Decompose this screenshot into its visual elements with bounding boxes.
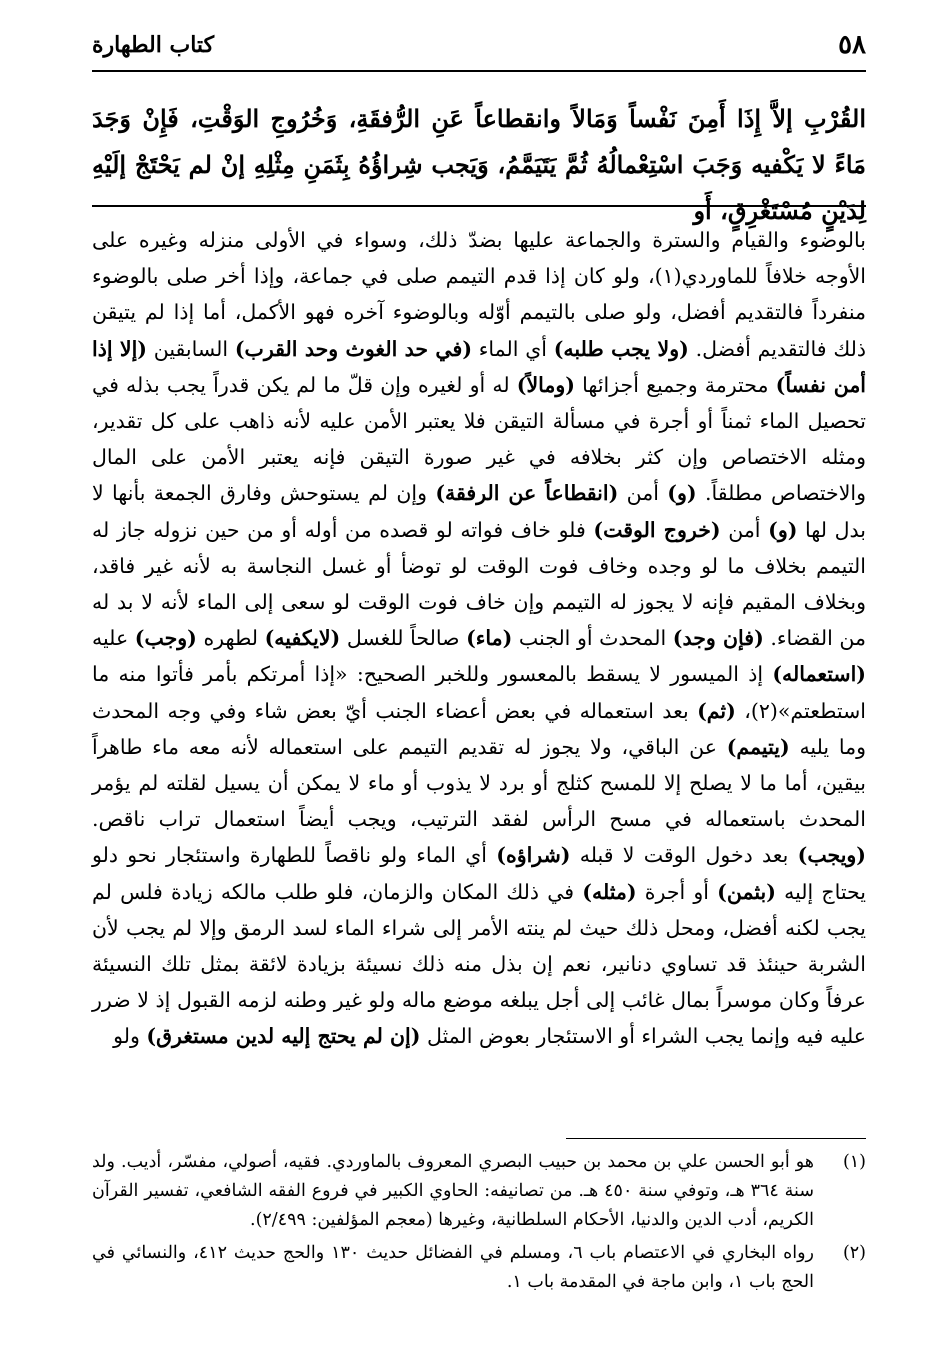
quoted-main-text: (إن لم يحتج إليه لدين مستغرق) xyxy=(146,1024,421,1049)
commentary-paragraph xyxy=(92,222,866,1055)
running-title: كتاب الطهارة xyxy=(92,32,215,58)
commentary-run: عليه xyxy=(92,626,135,651)
quoted-main-text: (في حد الغوث وحد القرب) xyxy=(234,336,473,361)
commentary-run: أي الماء ولو ناقصاً للطهارة واستئجار نحو دلو يحتاج إليه xyxy=(92,843,866,904)
page-header xyxy=(92,30,866,72)
commentary-run: محترمة وجميع أجزائها xyxy=(574,372,776,397)
commentary-run: وإن لم يستوحش وفارق الجمعة بأنها لا بدل لها xyxy=(92,481,866,542)
commentary-run: في ذلك المكان والزمان، فلو طلب مالكه زيادة فلس لم يجب لكنه أفضل، ومحل ذلك حيث لم ينته الأمر إلى شراء الماء لسد الرمق وإلا لم يجب لأن الشربة حينئذ قد تساوي دنانير، نعم إن بذل منه ذلك نسيئة بزيادة لائقة بمثل تلك النسيئة عرفاً وكان موسراً بمال غائب إلى أجل يبلغه موضع ماله ولو غير وطنه لزمه القبول إذ لا ضرر عليه فيه وإنما يجب الشراء أو الاستئجار بعوض المثل xyxy=(92,879,866,1049)
commentary-run: المحدث أو الجنب xyxy=(512,626,673,651)
main-text-divider xyxy=(92,205,866,207)
commentary-run: له أو لغيره وإن قلّ ما لم يكن قدراً يجب بذله في تحصيل الماء ثمناً أو أجرة في مسألة التيقن فلا يعتبر الأمن عليه لأنه ذاهب على كل تقدير، ومثله الاختصاص وإن كثر بخلافه في غير صورة التيقن فإنه يعتبر الأمن على المال والاختصاص مطلقاً. xyxy=(92,372,866,506)
quoted-main-text: (وجب) xyxy=(134,626,197,651)
commentary-run: لطهره xyxy=(196,626,265,651)
footnote-number: (٢) xyxy=(842,1243,866,1263)
quoted-main-text: (خروج الوقت) xyxy=(593,517,721,542)
quoted-main-text: (فإن وجد) xyxy=(672,626,764,651)
quoted-main-text: (لايكفيه) xyxy=(264,626,341,651)
commentary-run: بالوضوء والقيام والسترة والجماعة عليها بضدّ ذلك، وسواء في الأولى منزله وغيره على الأوجه خلافاً للماوردي(١)، ولو كان إذا قدم التيمم صلى في جماعة، وإذا أخر صلى بالوضوء منفرداً فالتقديم أفضل، ولو صلى بالتيمم أوّله وبالوضوء آخره فهو الأكمل، أما إذا لم يتيقن ذلك فالتقديم أفضل. xyxy=(92,228,866,361)
commentary-run: السابقين xyxy=(146,336,235,361)
footnote-text: رواه البخاري في الاعتصام باب ٦، ومسلم في الفضائل حديث ١٣٠ والحج حديث ٤١٢، والنسائي في الحج باب ١، وابن ماجة في المقدمة باب ١. xyxy=(92,1243,814,1292)
page-number: ٥٨ xyxy=(838,30,866,60)
quoted-main-text: (ولا يجب طلبه) xyxy=(553,336,689,361)
quoted-main-text: (استعماله) xyxy=(772,662,866,687)
quoted-main-text: (ومالاً) xyxy=(516,372,575,397)
main-text: القُرْبِ إلاَّ إِذَا أَمِنَ نَفْساً وَمَالاً وانقطاعاً عَنِ الرُّفقَةِ، وَخُرُوجِ الوَقْتِ، فَإِنْ وَجَدَ مَاءً لا يَكْفيه وَجَبَ اسْتِعْمالُهُ ثُمَّ يَتَيَمَّمُ، وَيَجب شِراؤُهُ بِثَمَنِ مِثْلِهِ إنْ لم يَحْتَجْ إلَيْهِ لِدَيْنٍ مُسْتَغْرِقٍ، أَو xyxy=(92,104,866,225)
footnote-text: هو أبو الحسن علي بن محمد بن حبيب البصري المعروف بالماوردي. فقيه، أصولي، مفسّر، أديب. ولد سنة ٣٦٤ هـ، وتوفي سنة ٤٥٠ هـ. من تصانيفه: الحاوي الكبير في فروع الفقه الشافعي، تفسير القرآن الكريم، أدب الدين والدنيا، الأحكام السلطانية، وغيرها (معجم المؤلفين: ٢/٤٩٩). xyxy=(92,1152,814,1230)
footnote xyxy=(92,1239,866,1297)
commentary-run: فلو خاف فواته لو قصده من أوله أو من حين نزوله جاز له التيمم بخلاف ما لو وجده وخاف فوت الوقت لو توضأ أو غسل النجاسة به لأنه غير فاقد، وبخلاف المقيم فإنه لا يجوز له التيمم وإن خاف فوت الوقت لو سعى إلى الماء لأنه لا بد له من القضاء. xyxy=(92,517,866,651)
commentary-run: أي الماء xyxy=(472,336,554,361)
commentary-run: بعد دخول الوقت لا قبله xyxy=(570,843,798,868)
commentary-run: أمن xyxy=(618,481,668,506)
quoted-main-text: (بثمن) xyxy=(717,879,776,904)
quoted-main-text: (و) xyxy=(768,517,798,542)
quoted-main-text: (انقطاعاً عن الرفقة) xyxy=(435,481,619,506)
footnote-number: (١) xyxy=(842,1152,866,1172)
commentary-run: أمن xyxy=(720,517,769,542)
quoted-main-text: (إلا إذا أمن نفساً) xyxy=(92,336,867,397)
commentary-run: إذ الميسور لا يسقط بالمعسور وللخبر الصحيح: «إذا أمرتكم بأمر فأتوا منه ما استطعتم»(٢)، xyxy=(92,662,866,723)
quoted-main-text: (شراؤه) xyxy=(496,843,571,868)
commentary-run: عن الباقي، ولا يجوز له تقديم التيمم على استعماله لأنه معه ماء طاهراً بيقين، أما ما لا يصلح إلا للمسح كثلج أو برد لا يذوب أو ماء لا يمكن أن يسيل لقلته لم يؤمر المحدث باستعماله في مسح الرأس لفقد الترتيب، ويجب أيضاً استعمال تراب ناقص. xyxy=(92,734,866,832)
footnote xyxy=(92,1148,866,1235)
quoted-main-text: (ثم) xyxy=(697,698,736,723)
commentary-run: بعد استعماله في بعض أعضاء الجنب أيّ بعض شاء وفي وجه المحدث وما يليه xyxy=(92,698,866,759)
quoted-main-text: (و) xyxy=(667,481,697,506)
quoted-main-text: (ماء) xyxy=(466,626,513,651)
quoted-main-text: (ويجب) xyxy=(797,843,867,868)
footnote-divider xyxy=(566,1138,866,1139)
footnotes xyxy=(92,1148,866,1301)
quoted-main-text: (يتيمم) xyxy=(726,734,790,759)
commentary-text xyxy=(92,222,866,1055)
commentary-run: أو أجرة xyxy=(636,879,718,904)
commentary-run: صالحاً للغسل xyxy=(340,626,467,651)
commentary-run: ولو xyxy=(113,1024,147,1049)
quoted-main-text: (مثله) xyxy=(582,879,637,904)
